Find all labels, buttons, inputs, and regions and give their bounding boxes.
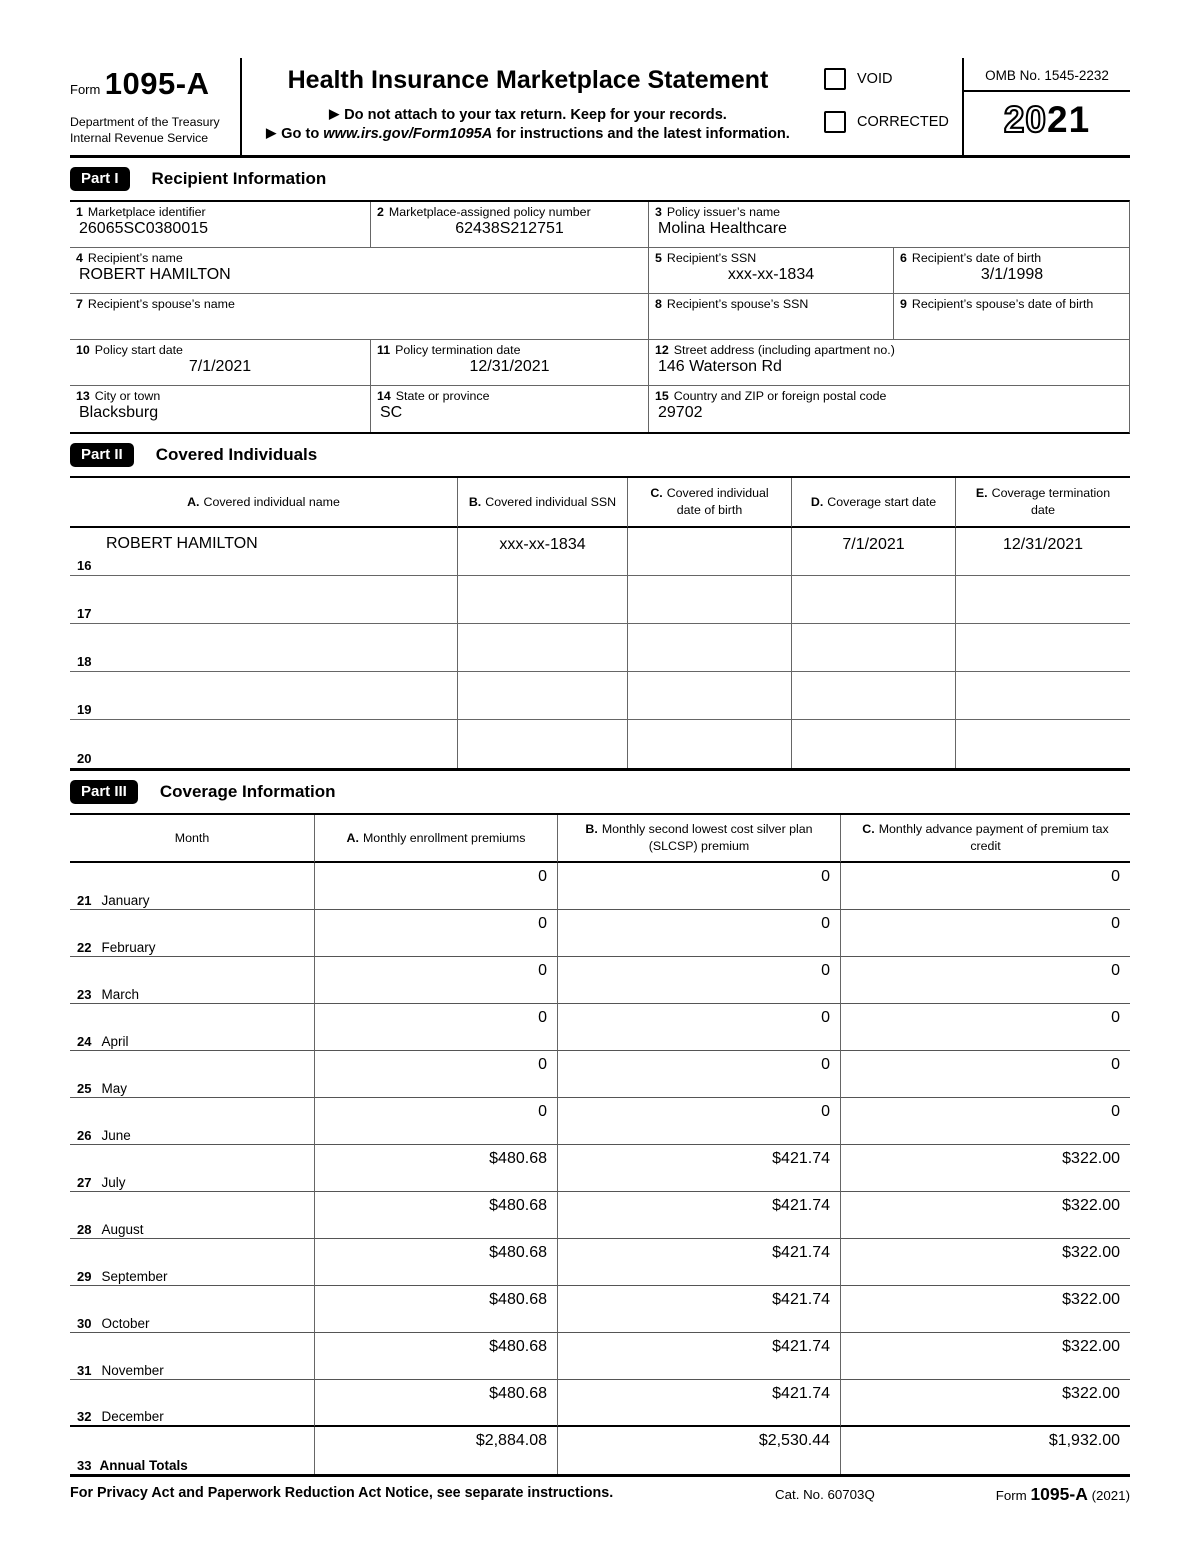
instruction-1-text: Do not attach to your tax return. Keep for your records. [344, 107, 727, 123]
field-value: Blacksburg [79, 403, 159, 421]
field-value: 29702 [658, 403, 703, 421]
irs-url-link[interactable]: www.irs.gov/Form1095A [323, 126, 493, 142]
annual-total-slcsp: $2,530.44 [557, 1427, 840, 1474]
covered-row-18-ssn [457, 624, 627, 672]
slcsp-value: 0 [557, 957, 840, 1004]
month-row-july: 27 July [70, 1145, 314, 1192]
field-number: 4 [76, 250, 83, 265]
field-state [370, 386, 648, 432]
premium-value: 0 [314, 957, 557, 1004]
form-id-block [70, 58, 240, 155]
covered-row-19-name [70, 672, 457, 720]
premium-value: 0 [314, 1098, 557, 1145]
column-header-end: E. Coverage termination date [955, 478, 1130, 528]
aptc-value: 0 [840, 1051, 1130, 1098]
field-spouse-dob [893, 294, 1130, 340]
part3-badge: Part III [70, 780, 138, 804]
aptc-value: $322.00 [840, 1286, 1130, 1333]
pointer-arrow-icon: ▶ [329, 106, 340, 121]
field-policy-termination-date [370, 340, 648, 386]
premium-value: $480.68 [314, 1380, 557, 1427]
covered-row-17-dob [627, 576, 791, 624]
part3-heading [70, 780, 1130, 804]
premium-value: $480.68 [314, 1239, 557, 1286]
aptc-value: $322.00 [840, 1333, 1130, 1380]
field-number: 14 [377, 388, 391, 403]
column-header-premiums: A. Monthly enrollment premiums [314, 815, 557, 863]
slcsp-value: 0 [557, 1098, 840, 1145]
field-label: State or province [395, 388, 490, 403]
premium-value: 0 [314, 1004, 557, 1051]
field-label: Recipient’s date of birth [911, 250, 1042, 265]
aptc-value: 0 [840, 910, 1130, 957]
field-label: City or town [94, 388, 161, 403]
covered-row-16-dob [627, 528, 791, 576]
covered-row-19-ssn [457, 672, 627, 720]
covered-individuals-table [70, 476, 1130, 771]
month-row-october: 30 October [70, 1286, 314, 1333]
covered-row-17-end [955, 576, 1130, 624]
field-number: 10 [76, 342, 90, 357]
covered-row-16-start: 7/1/2021 [791, 528, 955, 576]
field-value: 12/31/2021 [469, 357, 550, 375]
field-policy-issuer-name [648, 202, 1130, 248]
aptc-value: $322.00 [840, 1380, 1130, 1427]
part2-title: Covered Individuals [155, 444, 318, 464]
slcsp-value: $421.74 [557, 1145, 840, 1192]
month-row-june: 26 June [70, 1098, 314, 1145]
field-label: Country and ZIP or foreign postal code [673, 388, 887, 403]
void-checkbox[interactable] [824, 68, 846, 90]
field-number: 6 [900, 250, 907, 265]
form-number-line [70, 66, 234, 102]
field-marketplace-identifier [70, 202, 370, 248]
aptc-value: $322.00 [840, 1145, 1130, 1192]
slcsp-value: $421.74 [557, 1286, 840, 1333]
covered-row-18-dob [627, 624, 791, 672]
field-value: 7/1/2021 [188, 357, 252, 375]
form-number: 1095-A [104, 66, 210, 101]
row-number: 16 [77, 557, 92, 573]
column-header-ssn: B. Covered individual SSN [457, 478, 627, 528]
aptc-value: 0 [840, 957, 1130, 1004]
column-header-month: Month [70, 815, 314, 863]
field-label: Policy issuer’s name [666, 204, 781, 219]
covered-row-16-end: 12/31/2021 [955, 528, 1130, 576]
month-row-may: 25 May [70, 1051, 314, 1098]
field-label: Recipient’s spouse’s SSN [666, 296, 809, 311]
aptc-value: 0 [840, 863, 1130, 910]
corrected-checkbox[interactable] [824, 111, 846, 133]
row-number: 20 [77, 750, 92, 766]
void-label: VOID [857, 71, 893, 87]
premium-value: 0 [314, 863, 557, 910]
field-number: 2 [377, 204, 384, 219]
premium-value: 0 [314, 1051, 557, 1098]
part3-title: Coverage Information [159, 781, 336, 801]
field-number: 12 [655, 342, 669, 357]
field-spouse-ssn [648, 294, 893, 340]
corrected-row [824, 111, 962, 133]
field-recipient-name [70, 248, 648, 294]
month-row-december: 32 December [70, 1380, 314, 1427]
instruction-line-1 [246, 107, 810, 123]
field-street-address [648, 340, 1130, 386]
field-number: 1 [76, 204, 83, 219]
month-row-november: 31 November [70, 1333, 314, 1380]
covered-row-17-ssn [457, 576, 627, 624]
field-label: Recipient’s spouse’s date of birth [911, 296, 1094, 311]
covered-row-16-ssn: xxx-xx-1834 [457, 528, 627, 576]
covered-row-18-name [70, 624, 457, 672]
field-number: 11 [377, 342, 391, 357]
covered-row-20-end [955, 720, 1130, 768]
field-label: Recipient’s SSN [666, 250, 757, 265]
field-number: 7 [76, 296, 83, 311]
field-value: Molina Healthcare [658, 219, 787, 237]
month-row-march: 23 March [70, 957, 314, 1004]
field-value: SC [380, 403, 403, 421]
row-number: 19 [77, 701, 92, 717]
title-block [240, 58, 814, 155]
aptc-value: $322.00 [840, 1239, 1130, 1286]
column-header-dob: C. Covered individual date of birth [627, 478, 791, 528]
field-label: Recipient’s name [87, 250, 183, 265]
month-row-august: 28 August [70, 1192, 314, 1239]
field-number: 5 [655, 250, 662, 265]
part1-heading [70, 167, 1130, 191]
year-outline-digits: 20 [1003, 99, 1047, 140]
month-row-september: 29 September [70, 1239, 314, 1286]
form-header [70, 58, 1130, 158]
aptc-value: 0 [840, 1004, 1130, 1051]
field-value: 146 Waterson Rd [658, 357, 782, 375]
annual-totals-row: 33 Annual Totals [77, 1457, 188, 1473]
covered-row-20-name [70, 720, 457, 768]
slcsp-value: 0 [557, 910, 840, 957]
field-label: Policy start date [94, 342, 183, 357]
aptc-value: $322.00 [840, 1192, 1130, 1239]
field-number: 8 [655, 296, 662, 311]
privacy-act-notice: For Privacy Act and Paperwork Reduction Act Notice, see separate instructions. [70, 1484, 614, 1501]
annual-total-premiums: $2,884.08 [314, 1427, 557, 1474]
field-value: ROBERT HAMILTON [79, 265, 231, 283]
form-word: Form [70, 82, 101, 97]
premium-value: $480.68 [314, 1286, 557, 1333]
covered-row-18-start [791, 624, 955, 672]
corrected-label: CORRECTED [857, 114, 949, 130]
field-city [70, 386, 370, 432]
field-value: xxx-xx-1834 [727, 265, 815, 283]
omb-year-block [962, 58, 1130, 155]
row-number: 18 [77, 653, 92, 669]
covered-row-17-name [70, 576, 457, 624]
covered-row-16-name [70, 528, 457, 576]
field-label: Street address (including apartment no.) [673, 342, 895, 357]
covered-row-17-start [791, 576, 955, 624]
checkbox-block [814, 58, 962, 155]
slcsp-value: $421.74 [557, 1333, 840, 1380]
omb-number: OMB No. 1545-2232 [964, 58, 1130, 92]
instruction-2-suffix: for instructions and the latest information. [492, 126, 790, 142]
annual-total-aptc: $1,932.00 [840, 1427, 1130, 1474]
field-label: Policy termination date [395, 342, 521, 357]
covered-row-19-dob [627, 672, 791, 720]
field-value: 26065SC0380015 [79, 219, 209, 237]
instruction-line-2 [246, 126, 810, 142]
month-row-february: 22 February [70, 910, 314, 957]
pointer-arrow-icon: ▶ [266, 125, 277, 140]
field-policy-number [370, 202, 648, 248]
form-footer [70, 1484, 1130, 1512]
slcsp-value: 0 [557, 1051, 840, 1098]
column-header-slcsp: B. Monthly second lowest cost silver plan (SLCSP) premium [557, 815, 840, 863]
covered-row-19-end [955, 672, 1130, 720]
covered-row-19-start [791, 672, 955, 720]
field-label: Recipient’s spouse’s name [87, 296, 235, 311]
covered-row-20-start [791, 720, 955, 768]
field-number: 3 [655, 204, 662, 219]
part1-badge: Part I [70, 167, 130, 191]
part2-badge: Part II [70, 443, 134, 467]
aptc-value: 0 [840, 1098, 1130, 1145]
field-label: Marketplace identifier [87, 204, 206, 219]
premium-value: $480.68 [314, 1192, 557, 1239]
premium-value: $480.68 [314, 1333, 557, 1380]
recipient-information-table [70, 200, 1130, 434]
catalog-number: Cat. No. 60703Q [775, 1486, 875, 1502]
slcsp-value: 0 [557, 1004, 840, 1051]
year-bold-digits: 21 [1047, 99, 1091, 140]
part2-heading [70, 443, 1130, 467]
slcsp-value: 0 [557, 863, 840, 910]
field-zip [648, 386, 1130, 432]
field-label: Marketplace-assigned policy number [388, 204, 591, 219]
field-policy-start-date [70, 340, 370, 386]
field-recipient-dob [893, 248, 1130, 294]
agency-line-1: Department of the Treasury [70, 115, 220, 129]
agency-block [70, 115, 234, 147]
covered-name: ROBERT HAMILTON [106, 534, 258, 552]
field-number: 13 [76, 388, 90, 403]
field-number: 15 [655, 388, 669, 403]
part1-title: Recipient Information [151, 168, 327, 188]
agency-line-2: Internal Revenue Service [70, 130, 209, 145]
month-row-april: 24 April [70, 1004, 314, 1051]
month-row-january: 21 January [70, 863, 314, 910]
field-number: 9 [900, 296, 907, 311]
row-number: 17 [77, 605, 92, 621]
slcsp-value: $421.74 [557, 1192, 840, 1239]
covered-row-20-ssn [457, 720, 627, 768]
field-recipient-ssn [648, 248, 893, 294]
column-header-name: A. Covered individual name [70, 478, 457, 528]
coverage-information-table [70, 813, 1130, 1477]
tax-year [964, 92, 1130, 141]
form-title: Health Insurance Marketplace Statement [287, 66, 769, 94]
field-value: 62438S212751 [455, 219, 564, 237]
covered-row-18-end [955, 624, 1130, 672]
slcsp-value: $421.74 [557, 1239, 840, 1286]
covered-row-20-dob [627, 720, 791, 768]
column-header-start: D. Coverage start date [791, 478, 955, 528]
premium-value: $480.68 [314, 1145, 557, 1192]
premium-value: 0 [314, 910, 557, 957]
footer-form-id: Form 1095-A (2021) [995, 1483, 1130, 1504]
field-spouse-name [70, 294, 648, 340]
instruction-2-prefix: Go to [281, 126, 324, 142]
void-row [824, 68, 962, 90]
field-value: 3/1/1998 [980, 265, 1044, 283]
slcsp-value: $421.74 [557, 1380, 840, 1427]
column-header-aptc: C. Monthly advance payment of premium tax credit [840, 815, 1130, 863]
